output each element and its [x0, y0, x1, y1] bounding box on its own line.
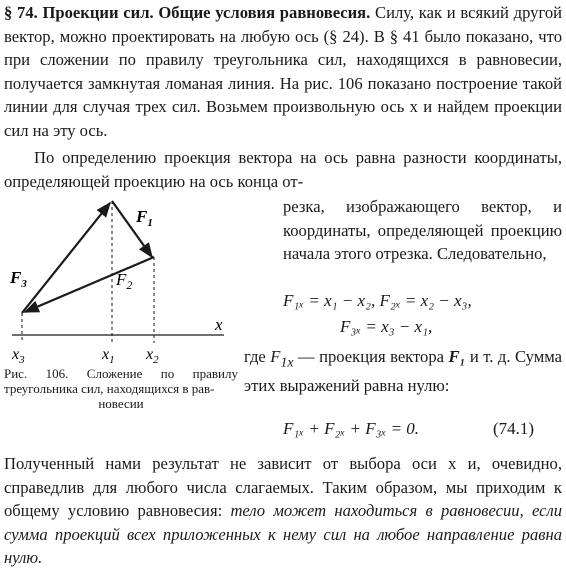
equilibrium-condition: тело может находиться в равновесии, если сумма проекций всех приложенных к нему сил на любое направление равна нулю. [4, 501, 563, 568]
p3-mid: — проекция вектора [298, 347, 445, 366]
figure-106 [6, 195, 236, 365]
equation-projections-2: F₃ₓ = x₃ − x₁, [340, 317, 433, 336]
caption-line-2: новесии [98, 396, 144, 411]
label-x3: $x_3$ [12, 346, 25, 365]
p3-before: где [244, 347, 266, 366]
vector-f3 [22, 203, 110, 313]
label-x2: $x_2$ [146, 346, 159, 365]
section-title: Проекции сил. Общие условия равновесия. [42, 3, 371, 22]
section-number: § 74. [4, 3, 38, 22]
caption-line-1: Рис. 106. Сложение по правилу треугольника сил, находящихся в рав- [4, 366, 238, 396]
equation-projections-1: F₁ₓ = x₁ − x₂, F₂ₓ = x₂ − x₃, [283, 291, 472, 310]
equation-number: (74.1) [493, 419, 535, 438]
conclusion-text: Полученный нами результат не зависит от выбора оси x и, очевидно, справедлив для любого числа слагаемых. Таким образом, мы приходим к общему условию равновесия: [4, 454, 562, 521]
label-x1: $x_1$ [102, 346, 115, 365]
label-f1: $F_1$ [136, 207, 153, 229]
label-axis-x: x [215, 315, 223, 334]
label-f3: $F_3$ [10, 268, 27, 290]
p3-vector: F₁ [448, 347, 466, 366]
paragraph-conclusion [4, 452, 562, 570]
section-heading [4, 3, 370, 22]
figure-caption [4, 366, 238, 411]
paragraph-sum [244, 345, 562, 398]
equation-74-1: F₁ₓ + F₂ₓ + F₃ₓ = 0. [283, 419, 420, 438]
paragraph-definition-top: По определению проекция вектора на ось равна разности координаты, определяющей проекцию на ось конца от- [4, 148, 562, 191]
paragraph-definition-right: резка, изображающего вектор, и координаты, определяющей проекцию начала этого отрезка. Следовательно, [283, 197, 562, 264]
intro-text: Силу, как и всякий другой вектор, можно проектировать на любую ось (§ 24). В § 41 было показано, что при сложении по правилу треугольника сил, находящихся в равновесии, получается замкнутая ломаная линия. На рис. 106 показано построение такой линии для случая трех сил. Возьмем произвольную ось x и найдем проекции сил на эту ось. [4, 3, 563, 140]
label-f2: $F_2$ [116, 270, 133, 292]
paragraph-intro [4, 1, 562, 143]
p3-symbol: $F_{1x}$ [270, 347, 294, 370]
p3-after: и т. д. Сумма этих выражений равна нулю: [244, 347, 562, 395]
